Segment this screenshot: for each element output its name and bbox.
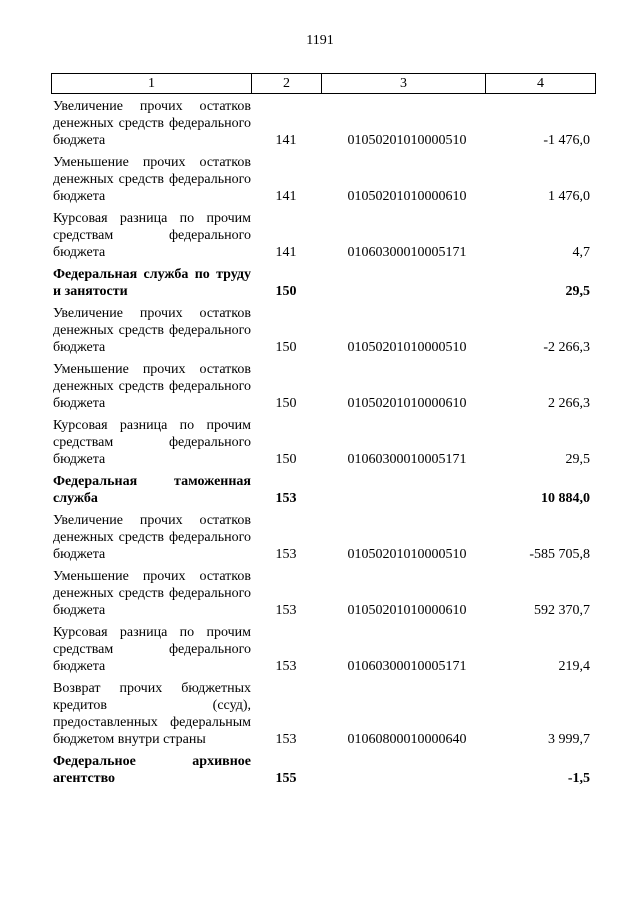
- row-kbk: 01050201010000510: [347, 340, 467, 355]
- row-kbk: 01060800010000640: [347, 732, 467, 747]
- row-code: 153: [275, 603, 297, 618]
- row-code: 153: [275, 547, 297, 562]
- row-name: Уменьшение прочих остатков денежных средств федерального бюджета: [53, 569, 251, 618]
- row-kbk: 01050201010000610: [347, 603, 467, 618]
- row-amount: 29,5: [565, 452, 590, 467]
- row-amount: -2 266,3: [543, 340, 590, 355]
- row-amount: -1 476,0: [543, 133, 590, 148]
- header-col-2: 2: [252, 74, 322, 93]
- row-code: 153: [275, 732, 297, 747]
- table-row: [51, 98, 596, 149]
- table-row: [51, 154, 596, 205]
- row-kbk: 01060300010005171: [347, 452, 467, 467]
- table-row: [51, 568, 596, 619]
- row-name: Федеральное архивное агентство: [53, 754, 251, 786]
- table-row: [51, 266, 596, 300]
- row-name: Возврат прочих бюджетных кредитов (ссуд), предоставленных федеральным бюджетом внутри страны: [53, 681, 251, 747]
- table-header: [51, 73, 596, 94]
- row-kbk: 01050201010000610: [347, 189, 467, 204]
- row-kbk: 01060300010005171: [347, 659, 467, 674]
- table-row: [51, 305, 596, 356]
- table-row: [51, 680, 596, 748]
- row-code: 150: [275, 396, 297, 411]
- row-name: Федеральная таможенная служба: [53, 474, 251, 506]
- table-row: [51, 753, 596, 787]
- row-amount: 2 266,3: [548, 396, 590, 411]
- table-row: [51, 624, 596, 675]
- row-amount: 10 884,0: [541, 491, 590, 506]
- table-row: [51, 210, 596, 261]
- row-code: 150: [275, 452, 297, 467]
- row-kbk: 01050201010000510: [347, 133, 467, 148]
- row-code: 150: [275, 284, 297, 299]
- table-row: [51, 361, 596, 412]
- row-code: 153: [275, 659, 297, 674]
- row-code: 155: [275, 771, 297, 786]
- row-amount: 3 999,7: [548, 732, 590, 747]
- row-kbk: 01050201010000510: [347, 547, 467, 562]
- row-name: Увеличение прочих остатков денежных средств федерального бюджета: [53, 99, 251, 148]
- row-name: Курсовая разница по прочим средствам федерального бюджета: [53, 211, 251, 260]
- row-name: Уменьшение прочих остатков денежных средств федерального бюджета: [53, 155, 251, 204]
- table-row: [51, 473, 596, 507]
- row-code: 141: [275, 189, 297, 204]
- row-name: Курсовая разница по прочим средствам федерального бюджета: [53, 418, 251, 467]
- header-col-4: 4: [537, 76, 544, 91]
- page-number: 1191: [306, 33, 334, 48]
- table-row: [51, 417, 596, 468]
- row-kbk: 01060300010005171: [347, 245, 467, 260]
- header-col-3: 3: [322, 74, 486, 93]
- row-name: Федеральная служба по труду и занятости: [53, 267, 251, 299]
- row-name: Увеличение прочих остатков денежных средств федерального бюджета: [53, 306, 251, 355]
- row-amount: -1,5: [567, 771, 590, 786]
- row-code: 141: [275, 245, 297, 260]
- row-name: Уменьшение прочих остатков денежных средств федерального бюджета: [53, 362, 251, 411]
- row-amount: 219,4: [558, 659, 590, 674]
- row-code: 153: [275, 491, 297, 506]
- row-code: 150: [275, 340, 297, 355]
- row-amount: 4,7: [572, 245, 590, 260]
- budget-table: [51, 73, 596, 792]
- row-name: Увеличение прочих остатков денежных средств федерального бюджета: [53, 513, 251, 562]
- row-amount: -585 705,8: [529, 547, 590, 562]
- table-row: [51, 512, 596, 563]
- table-body: [51, 98, 596, 787]
- header-col-1: 1: [52, 74, 252, 93]
- row-kbk: 01050201010000610: [347, 396, 467, 411]
- row-amount: 29,5: [565, 284, 590, 299]
- row-name: Курсовая разница по прочим средствам федерального бюджета: [53, 625, 251, 674]
- row-amount: 1 476,0: [548, 189, 590, 204]
- row-code: 141: [275, 133, 297, 148]
- row-amount: 592 370,7: [534, 603, 590, 618]
